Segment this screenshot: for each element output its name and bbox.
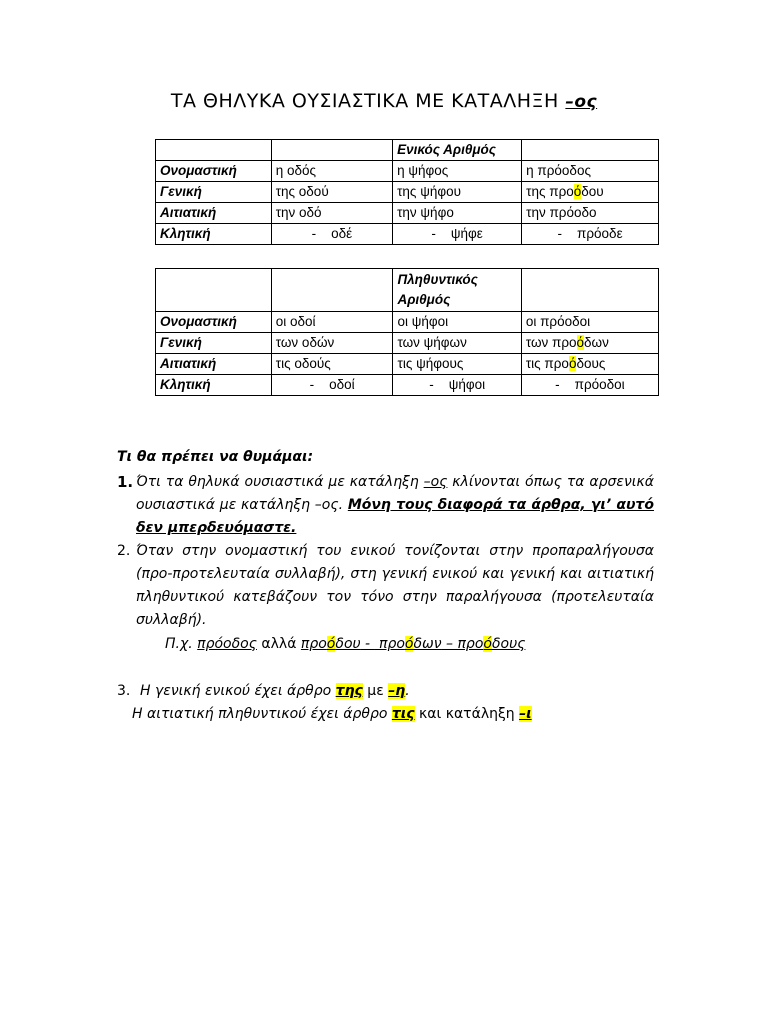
table-cell: - ψήφοι (393, 375, 521, 396)
table-row (156, 203, 659, 224)
note-text: Ότι τα θηλυκά ουσιαστικά με κατάληξη (136, 474, 424, 490)
note-item-3-line-2 (117, 703, 654, 726)
table-cell (522, 140, 659, 161)
word-part: προ (374, 636, 405, 652)
word-part: των προ (525, 335, 577, 350)
highlighted-accent: ό (483, 636, 492, 652)
table-cell: - ψήφε (393, 224, 522, 245)
word-part: δους (491, 636, 526, 652)
table-row (156, 375, 659, 396)
table-cell: η πρόοδος (522, 161, 659, 182)
case-label: Γενική (156, 333, 272, 354)
note-item-2 (117, 540, 654, 632)
note-text: και κατάληξη (414, 706, 520, 722)
title-main: ΤΑ ΘΗΛΥΚΑ ΟΥΣΙΑΣΤΙΚΑ ΜΕ ΚΑΤΑΛΗΞΗ (170, 90, 566, 112)
table-cell: των οδών (271, 333, 393, 354)
ending-highlight: –ι (519, 706, 532, 722)
notes-section (117, 446, 654, 726)
highlighted-accent: ό (576, 335, 585, 350)
table-cell (521, 269, 658, 312)
highlighted-accent: ό (326, 636, 336, 652)
table-row (156, 312, 659, 333)
table-cell: την ψήφο (393, 203, 522, 224)
singular-table (155, 139, 659, 245)
note-text: Η γενική ενικού έχει άρθρο (140, 683, 336, 699)
item-number: 2. (117, 543, 131, 559)
table-cell: οι πρόοδοι (521, 312, 658, 333)
table-cell: την πρόοδο (522, 203, 659, 224)
table-cell (521, 333, 658, 354)
singular-header: Ενικός Αριθμός (393, 140, 522, 161)
word-part: προ (300, 636, 327, 652)
separator: – (441, 636, 458, 652)
case-label: Ονομαστική (156, 161, 272, 182)
note-text: . (405, 683, 410, 699)
case-label: Αιτιατική (156, 354, 272, 375)
table-cell: οι οδοί (271, 312, 393, 333)
example-lead: Π.χ. (165, 636, 198, 652)
table-cell: οι ψήφοι (393, 312, 521, 333)
table-cell: την οδό (271, 203, 392, 224)
ending-highlight: –η (388, 683, 406, 699)
word-part: της προ (526, 184, 574, 199)
table-cell (521, 354, 658, 375)
note-text: Η αιτιατική πληθυντικού έχει άρθρο (132, 706, 392, 722)
case-label: Κλητική (156, 224, 272, 245)
item-number: 3. (117, 683, 131, 699)
article-highlight: της (335, 683, 363, 699)
article-highlight: τις (391, 706, 415, 722)
notes-heading: Τι θα πρέπει να θυμάμαι: (117, 449, 314, 465)
note-text: Όταν στην ονομαστική του ενικού τονίζονται στην προπαραλήγουσα (προ-προτελευταία συλλαβή), στη γενική ενικού και γενική και αιτιατική πληθυντικού κατεβάζουν τον τόνο στην παραλήγουσα (προτελευταία συλλαβή). (136, 543, 654, 628)
case-label: Ονομαστική (156, 312, 272, 333)
separator: - (360, 636, 375, 652)
table-row (156, 224, 659, 245)
highlighted-accent: ό (573, 184, 582, 199)
highlighted-accent: ό (404, 636, 414, 652)
table-cell (271, 140, 392, 161)
table-cell: - οδέ (271, 224, 392, 245)
example-word: πρόοδος (197, 636, 257, 652)
word-part: δου (335, 636, 361, 652)
table-row (156, 161, 659, 182)
note-text: κλίνονται όπως τα αρσενικά ουσιαστικά με κατάληξη –ος. (136, 474, 654, 513)
word-part: δων (584, 335, 609, 350)
case-label: Αιτιατική (156, 203, 272, 224)
example-line (117, 633, 654, 656)
table-cell: - πρόοδε (522, 224, 659, 245)
title-suffix: –ος (565, 92, 598, 112)
table-row (156, 182, 659, 203)
word-part: δων (413, 636, 442, 652)
table-cell (271, 269, 393, 312)
table-cell: της ψήφου (393, 182, 522, 203)
table-cell: τις οδούς (271, 354, 393, 375)
page-title (0, 90, 768, 112)
table-cell: τις ψήφους (393, 354, 521, 375)
item-number: 1. (117, 473, 134, 491)
table-cell: η οδός (271, 161, 392, 182)
note-text: με (362, 683, 389, 699)
word-part: δου (581, 184, 604, 199)
table-cell (522, 182, 659, 203)
table-cell: η ψήφος (393, 161, 522, 182)
plural-table (155, 268, 659, 396)
note-emphasis: Μόνη τους διαφορά τα άρθρα, γι’ αυτό δεν μπερδευόμαστε. (136, 497, 654, 536)
word-part: προ (457, 636, 484, 652)
case-label: Κλητική (156, 375, 272, 396)
table-row (156, 333, 659, 354)
example-connector: αλλά (256, 636, 301, 652)
table-cell: των ψήφων (393, 333, 521, 354)
word-part: τις προ (525, 356, 569, 371)
table-cell: - πρόοδοι (521, 375, 658, 396)
highlighted-accent: ό (568, 356, 577, 371)
plural-header: Πληθυντικός Αριθμός (393, 269, 521, 312)
ending-underlined: –ος (423, 474, 448, 490)
table-cell (156, 140, 272, 161)
table-cell (156, 269, 272, 312)
note-item-3 (117, 680, 654, 703)
case-label: Γενική (156, 182, 272, 203)
table-row (156, 354, 659, 375)
table-cell: - οδοί (271, 375, 393, 396)
word-part: δους (576, 356, 606, 371)
note-item-1 (117, 471, 654, 540)
table-cell: της οδού (271, 182, 392, 203)
